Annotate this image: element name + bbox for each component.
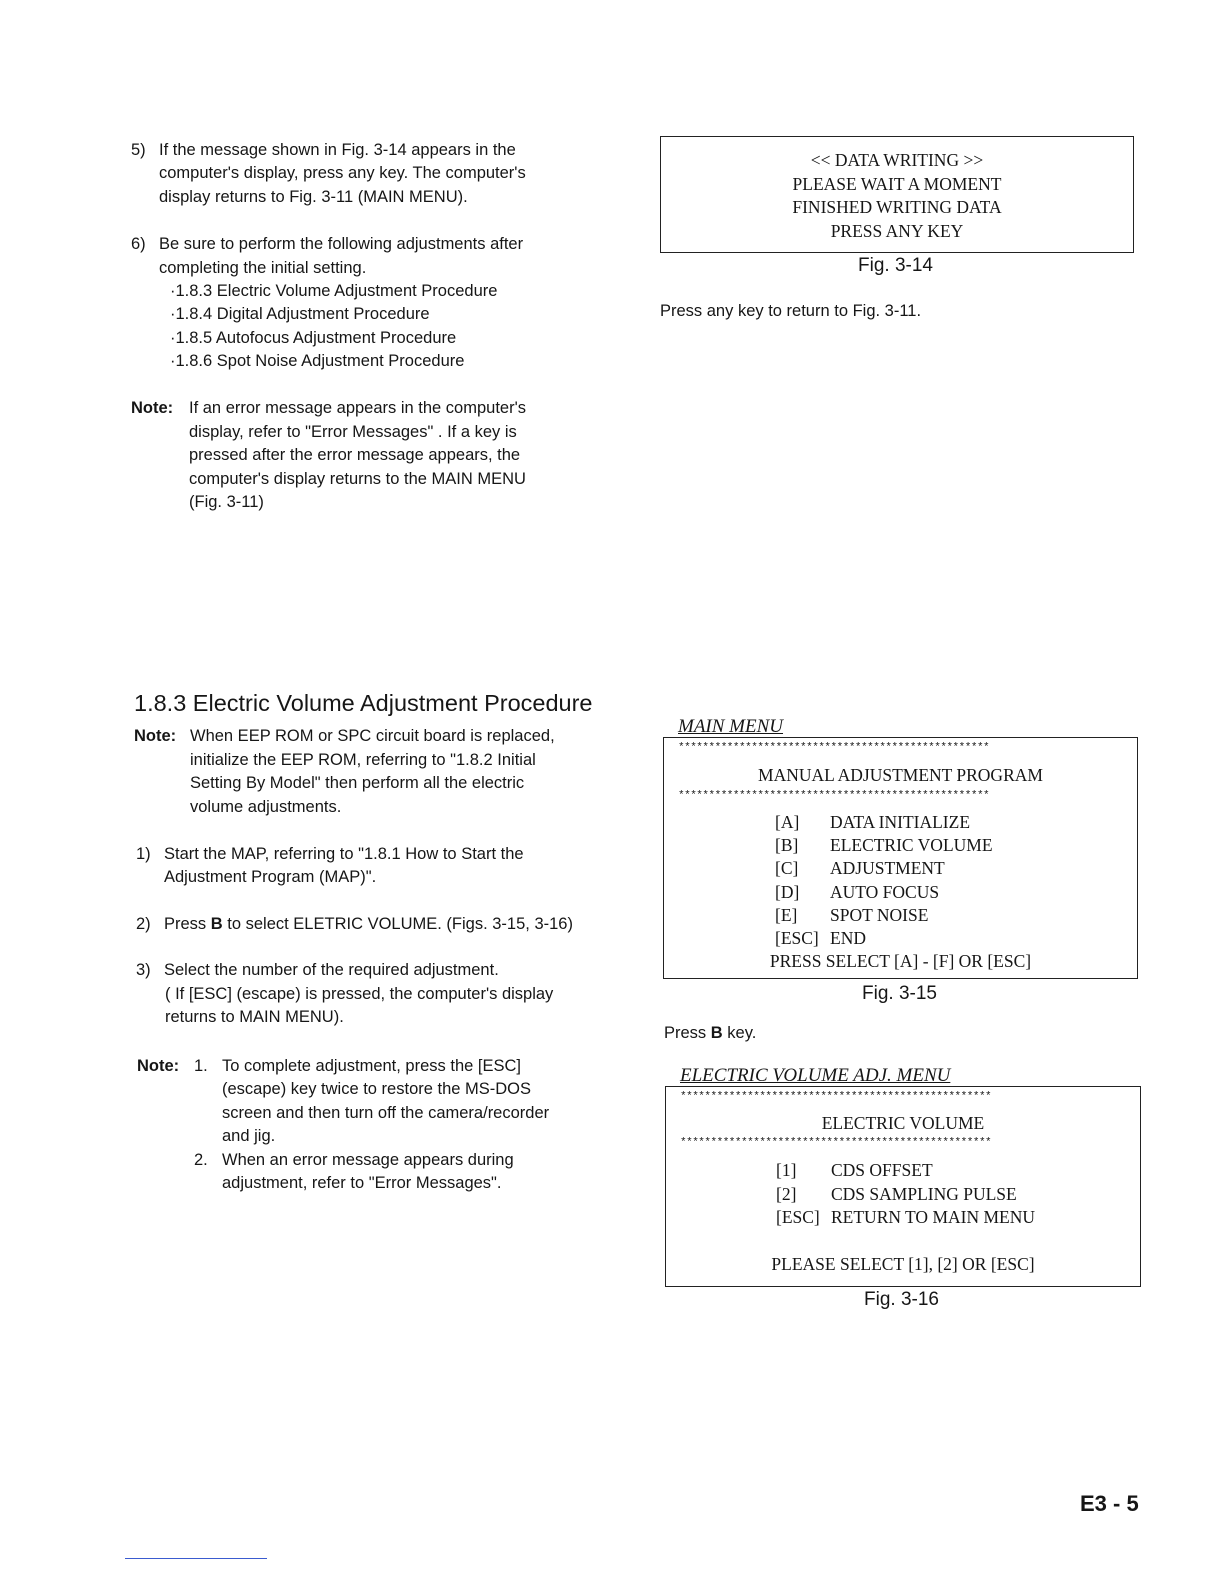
note-text: If an error message appears in the computer's	[189, 399, 526, 417]
note-text: pressed after the error message appears, the	[189, 446, 521, 464]
note-text: display, refer to "Error Messages" . If a key is	[189, 423, 517, 441]
screen-prompt: PLEASE SELECT [1], [2] OR [ESC]	[771, 1254, 1035, 1274]
note-text: computer's display returns to the MAIN MENU	[189, 470, 526, 488]
fig-3-15-header: MAIN MENU	[678, 716, 784, 737]
screen-title: ELECTRIC VOLUME	[821, 1113, 985, 1133]
list-item: ·1.8.4 Digital Adjustment Procedure	[170, 305, 430, 323]
step-text: completing the initial setting.	[159, 259, 367, 277]
screen-line: PLEASE WAIT A MOMENT	[792, 173, 1002, 194]
note-text: and jig.	[222, 1127, 276, 1145]
menu-option-a: [A] DATA INITIALIZE	[775, 812, 971, 832]
stars-divider: ***************************************************	[680, 1137, 992, 1149]
note-text: volume adjustments.	[190, 798, 342, 816]
note-text: To complete adjustment, press the [ESC]	[222, 1057, 521, 1075]
menu-option-1: [1] CDS OFFSET	[776, 1160, 933, 1180]
screen-title: MANUAL ADJUSTMENT PROGRAM	[758, 765, 1043, 785]
note-text: When an error message appears during	[222, 1151, 514, 1169]
screen-line: FINISHED WRITING DATA	[792, 197, 1002, 217]
step-number: 1)	[136, 845, 151, 863]
note-label: Note:	[137, 1057, 180, 1075]
step-text: ( If [ESC] (escape) is pressed, the computer's display	[165, 985, 554, 1003]
note-text: adjustment, refer to "Error Messages".	[222, 1174, 502, 1192]
note-item-number: 1.	[194, 1057, 208, 1075]
screen-line: PRESS ANY KEY	[830, 220, 964, 241]
screen-prompt: PRESS SELECT [A] - [F] OR [ESC]	[769, 951, 1032, 971]
step-text: Start the MAP, referring to "1.8.1 How to Start the	[164, 845, 524, 863]
step-number: 6)	[131, 235, 146, 253]
note-text: (Fig. 3-11)	[189, 493, 264, 511]
note-text: When EEP ROM or SPC circuit board is replaced,	[190, 727, 555, 745]
fig-3-14-instruction: Press any key to return to Fig. 3-11.	[660, 302, 922, 320]
note-text: Setting By Model" then perform all the electric	[190, 774, 525, 792]
list-item: ·1.8.5 Autofocus Adjustment Procedure	[170, 329, 457, 347]
fig-3-15-instruction: Press B key.	[664, 1024, 757, 1042]
menu-option-c: [C] ADJUSTMENT	[775, 858, 945, 878]
fig-3-16-caption: Fig. 3-16	[864, 1289, 939, 1310]
menu-option-d: [D] AUTO FOCUS	[775, 882, 940, 902]
note-text: (escape) key twice to restore the MS-DOS	[222, 1080, 532, 1098]
screen-line: << DATA WRITING >>	[810, 150, 984, 170]
fig-3-14-caption: Fig. 3-14	[858, 255, 933, 276]
stars-divider: ***************************************************	[678, 742, 990, 754]
fig-3-16-header: ELECTRIC VOLUME ADJ. MENU	[680, 1065, 951, 1086]
menu-option-esc: [ESC] RETURN TO MAIN MENU	[776, 1207, 1036, 1227]
note-item-number: 2.	[194, 1151, 208, 1169]
section-title: 1.8.3 Electric Volume Adjustment Procedure	[134, 690, 593, 716]
list-item: ·1.8.3 Electric Volume Adjustment Procedure	[170, 282, 498, 300]
note-text: initialize the EEP ROM, referring to "1.8.2 Initial	[190, 751, 536, 769]
key-b: B	[710, 1024, 723, 1042]
step-text: If the message shown in Fig. 3-14 appears in the	[159, 141, 516, 159]
step-text: computer's display, press any key. The computer's	[159, 164, 526, 182]
note-label: Note:	[134, 727, 177, 745]
menu-option-b: [B] ELECTRIC VOLUME	[775, 835, 993, 855]
menu-option-e: [E] SPOT NOISE	[775, 905, 929, 925]
step-number: 2)	[136, 915, 151, 933]
step-number: 3)	[136, 961, 151, 979]
step-text: Select the number of the required adjustment.	[164, 961, 499, 979]
step-text: Be sure to perform the following adjustments after	[159, 235, 524, 253]
menu-option-esc: [ESC] END	[775, 928, 866, 948]
fig-3-16-screen	[665, 1086, 1141, 1287]
note-label: Note:	[131, 399, 174, 417]
step-text: Press B to select ELETRIC VOLUME. (Figs. 3-15, 3-16)	[164, 915, 573, 933]
stars-divider: ***************************************************	[680, 1091, 992, 1103]
footer-rule	[125, 1558, 267, 1559]
fig-3-14-screen	[660, 136, 1134, 253]
key-b: B	[210, 915, 223, 933]
fig-3-15-screen	[663, 737, 1138, 979]
step-text: returns to MAIN MENU).	[165, 1008, 344, 1026]
fig-3-15-caption: Fig. 3-15	[862, 983, 937, 1004]
step-number: 5)	[131, 141, 146, 159]
menu-option-2: [2] CDS SAMPLING PULSE	[776, 1184, 1017, 1204]
step-text: display returns to Fig. 3-11 (MAIN MENU).	[159, 188, 468, 206]
step-text: Adjustment Program (MAP)".	[164, 868, 377, 886]
note-text: screen and then turn off the camera/recorder	[222, 1104, 550, 1122]
stars-divider: ***************************************************	[678, 790, 990, 802]
list-item: ·1.8.6 Spot Noise Adjustment Procedure	[170, 352, 465, 370]
page-number: E3 - 5	[1080, 1491, 1139, 1516]
